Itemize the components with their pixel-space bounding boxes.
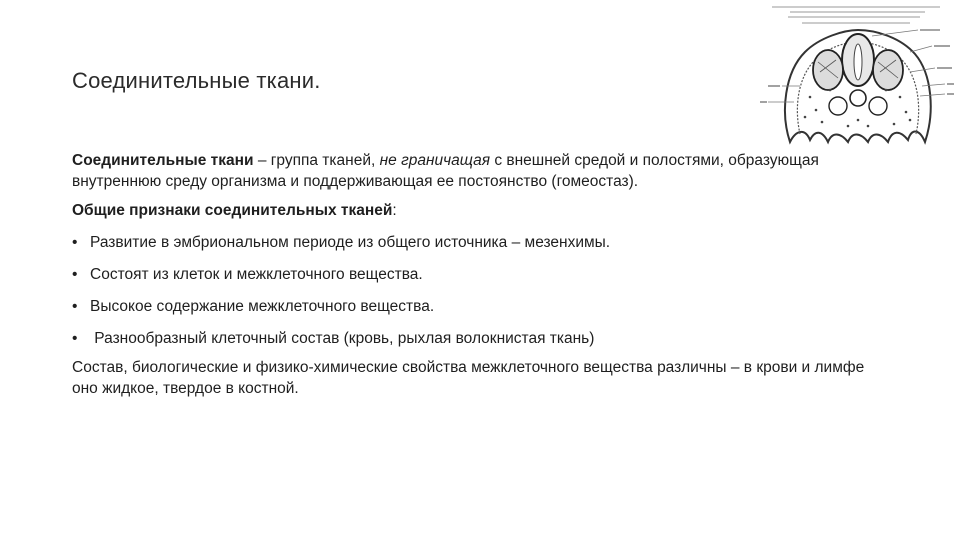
- embryo-cross-section-figure: [760, 2, 955, 152]
- definition-italic: не граничащая: [379, 152, 491, 169]
- definition-part2: с внешней средой и полостями, образующая внутреннюю среду организма и поддерживающая ее постоянство (гомеостаз).: [72, 152, 819, 190]
- list-item: [72, 296, 892, 317]
- bullet-symbol: •: [72, 330, 78, 347]
- features-heading: [72, 200, 892, 221]
- conclusion-paragraph: Состав, биологические и физико-химические свойства межклеточного вещества различны – в крови и лимфе оно жидкое, твердое в костной.: [72, 359, 865, 397]
- bullet-text: Состоят из клеток и межклеточного вещества.: [90, 266, 423, 283]
- bullet-text: Развитие в эмбриональном периоде из общего источника – мезенхимы.: [90, 234, 611, 251]
- bullet-symbol: •: [72, 234, 78, 251]
- slide-title: Соединительные ткани.: [72, 68, 321, 93]
- features-heading-suffix: :: [392, 202, 397, 219]
- list-item: [72, 264, 892, 285]
- bullet-text: Высокое содержание межклеточного вещества.: [90, 298, 435, 315]
- list-item: [72, 232, 892, 253]
- bullet-text: Разнообразный клеточный состав (кровь, рыхлая волокнистая ткань): [90, 330, 595, 347]
- slide-body: [72, 150, 892, 407]
- list-item: [72, 328, 892, 349]
- definition-part1: – группа тканей,: [253, 152, 380, 169]
- bullet-symbol: •: [72, 266, 78, 283]
- definition-term: Соединительные ткани: [72, 152, 254, 169]
- bullet-symbol: •: [72, 298, 78, 315]
- definition-paragraph: [72, 150, 892, 192]
- features-heading-bold: Общие признаки соединительных тканей: [72, 202, 393, 219]
